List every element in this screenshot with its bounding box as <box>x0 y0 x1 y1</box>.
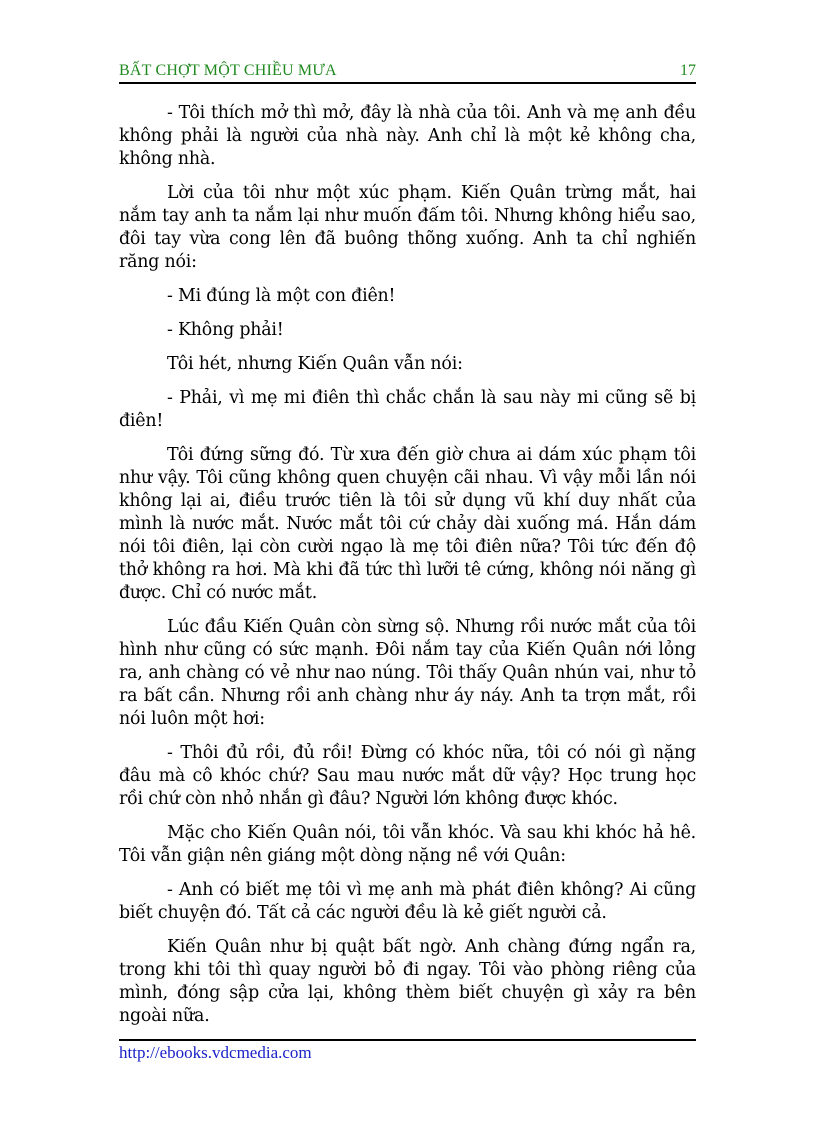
paragraph: - Anh có biết mẹ tôi vì mẹ anh mà phát điên không? Ai cũng biết chuyện đó. Tất cả các người đều là kẻ giết người cả. <box>119 880 696 923</box>
paragraph: Tôi đứng sững đó. Từ xưa đến giờ chưa ai dám xúc phạm tôi như vậy. Tôi cũng không quen chuyện cãi nhau. Vì vậy mỗi lần nói không lại ai, điều trước tiên là tôi sử dụng vũ khí duy nhất của mình là nước mắt. Nước mắt tôi cứ chảy dài xuống má. Hắn dám nói tôi điên, lại còn cười ngạo là mẹ tôi điên nữa? Tôi tức đến độ thở không ra hơi. Mà khi đã tức thì lưỡi tê cứng, không nói năng gì được. Chỉ có nước mắt. <box>119 445 696 603</box>
paragraph: - Phải, vì mẹ mi điên thì chắc chắn là sau này mi cũng sẽ bị điên! <box>119 388 696 431</box>
footer-divider <box>119 1039 696 1041</box>
paragraph: - Thôi đủ rồi, đủ rồi! Đừng có khóc nữa, tôi có nói gì nặng đâu mà cô khóc chứ? Sau mau nước mắt dữ vậy? Học trung học rồi chứ còn nhỏ nhắn gì đâu? Người lớn không được khóc. <box>119 743 696 809</box>
chapter-text <box>119 102 696 1039</box>
book-title: BẤT CHỢT MỘT CHIỀU MƯA <box>119 62 337 79</box>
paragraph: Tôi hét, nhưng Kiến Quân vẫn nói: <box>167 354 463 374</box>
paragraph: Lúc đầu Kiến Quân còn sừng sộ. Nhưng rồi nước mắt của tôi hình như cũng có sức mạnh. Đôi nắm tay của Kiến Quân nới lỏng ra, anh chàng có vẻ như nao núng. Tôi thấy Quân nhún vai, như tỏ ra bất cần. Nhưng rồi anh chàng như áy náy. Anh ta trợn mắt, rồi nói luôn một hơi: <box>119 617 696 729</box>
paragraph: - Không phải! <box>167 320 284 340</box>
page-header <box>119 60 696 84</box>
page-number: 17 <box>680 62 696 79</box>
paragraph: - Tôi thích mở thì mở, đây là nhà của tôi. Anh và mẹ anh đều không phải là người của nhà này. Anh chỉ là một kẻ không cha, không nhà. <box>119 103 696 169</box>
footer-website-link[interactable]: http://ebooks.vdcmedia.com <box>119 1043 312 1062</box>
paragraph: Mặc cho Kiến Quân nói, tôi vẫn khóc. Và sau khi khóc hả hê. Tôi vẫn giận nên giáng một dòng nặng nề với Quân: <box>119 823 696 866</box>
paragraph: - Mi đúng là một con điên! <box>167 286 396 306</box>
paragraph: Lời của tôi như một xúc phạm. Kiến Quân trừng mắt, hai nắm tay anh ta nắm lại như muốn đấm tôi. Nhưng không hiểu sao, đôi tay vừa cong lên đã buông thõng xuống. Anh ta chỉ nghiến răng nói: <box>119 183 696 272</box>
paragraph: Kiến Quân như bị quật bất ngờ. Anh chàng đứng ngẩn ra, trong khi tôi thì quay người bỏ đi ngay. Tôi vào phòng riêng của mình, đóng sập cửa lại, không thèm biết chuyện gì xảy ra bên ngoài nữa. <box>119 937 696 1026</box>
